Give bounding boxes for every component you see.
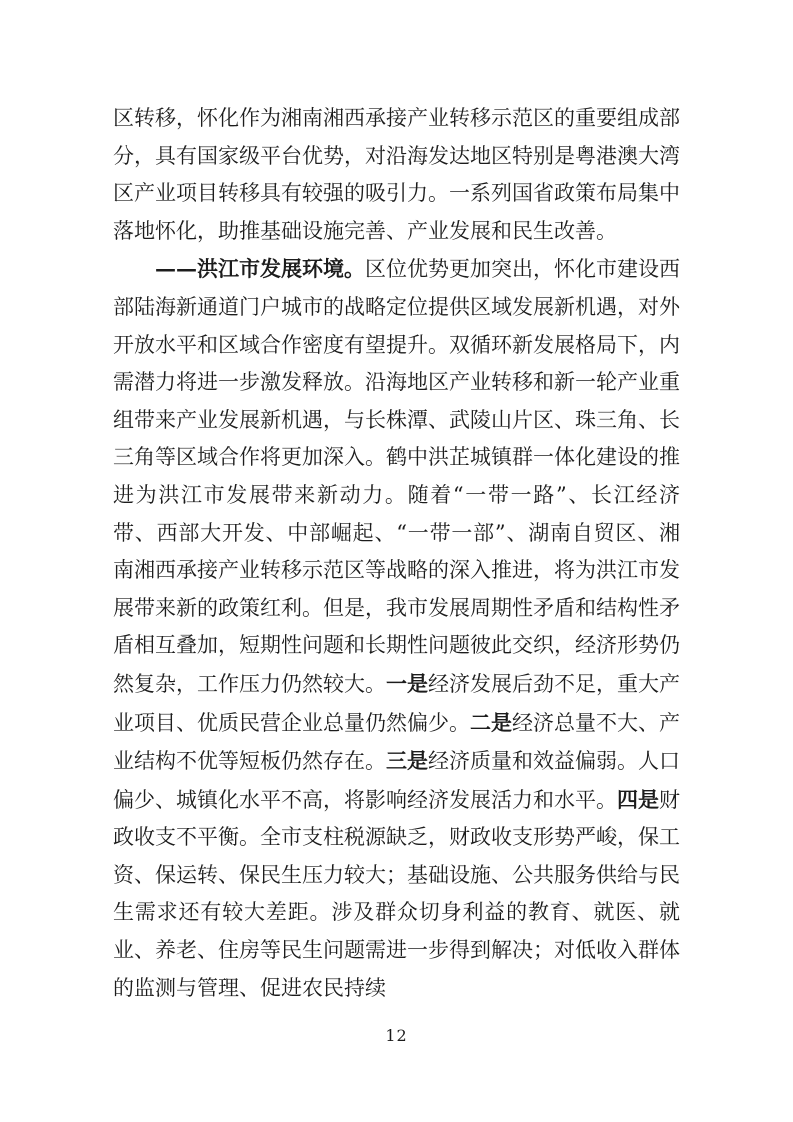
paragraph [113,100,680,250]
text-run: 区转移，怀化作为湘南湘西承接产业转移示范区的重要组成部分，具有国家级平台优势，对沿海发达地区特别是粤港澳大湾区产业项目转移具有较强的吸引力。一系列国省政策布局集中落地怀化，助推基础设施完善、产业发展和民生改善。 [113,106,680,243]
bold-text-run: 三是 [386,748,428,774]
bold-text-run: 二是 [470,709,512,735]
text-run: 经济发展后劲不足，重大产业项目、优质民营企业总量仍然偏少。 [113,671,680,735]
document-body [113,100,680,1007]
bold-text-run: ——洪江市发展环境。 [155,256,365,282]
text-run: 财政收支不平衡。全市支柱税源缺乏，财政收支形势严峻，保工资、保运转、保民生压力较大；基础设施、公共服务供给与民生需求还有较大差距。涉及群众切身利益的教育、就医、就业、养老、住房等民生问题需进一步得到解决；对低收入群体的监测与管理、促进农民持续 [113,787,680,1000]
bold-text-run: 四是 [617,786,659,812]
text-run: 区位优势更加突出，怀化市建设西部陆海新通道门户城市的战略定位提供区域发展新机遇，对外开放水平和区域合作密度有望提升。双循环新发展格局下，内需潜力将进一步激发释放。沿海地区产业转移和新一轮产业重组带来产业发展新机遇，与长株潭、武陵山片区、珠三角、长三角等区域合作将更加深入。鹤中洪芷城镇群一体化建设的推进为洪江市发展带来新动力。随着“一带一路”、长江经济带、西部大开发、中部崛起、“一带一部”、湖南自贸区、湘南湘西承接产业转移示范区等战略的深入推进，将为洪江市发展带来新的政策红利。但是，我市发展周期性矛盾和结构性矛盾相互叠加，短期性问题和长期性问题彼此交织，经济形势仍然复杂，工作压力仍然较大。 [113,257,680,696]
bold-text-run: 一是 [386,670,428,696]
paragraph [113,250,680,1007]
text-run: 经济总量不大、产业结构不优等短板仍然存在。 [113,710,680,774]
page-number: 12 [385,1026,408,1045]
page-footer [0,1026,793,1045]
text-run: 经济质量和效益偏弱。人口偏少、城镇化水平不高，将影响经济发展活力和水平。 [113,749,680,812]
